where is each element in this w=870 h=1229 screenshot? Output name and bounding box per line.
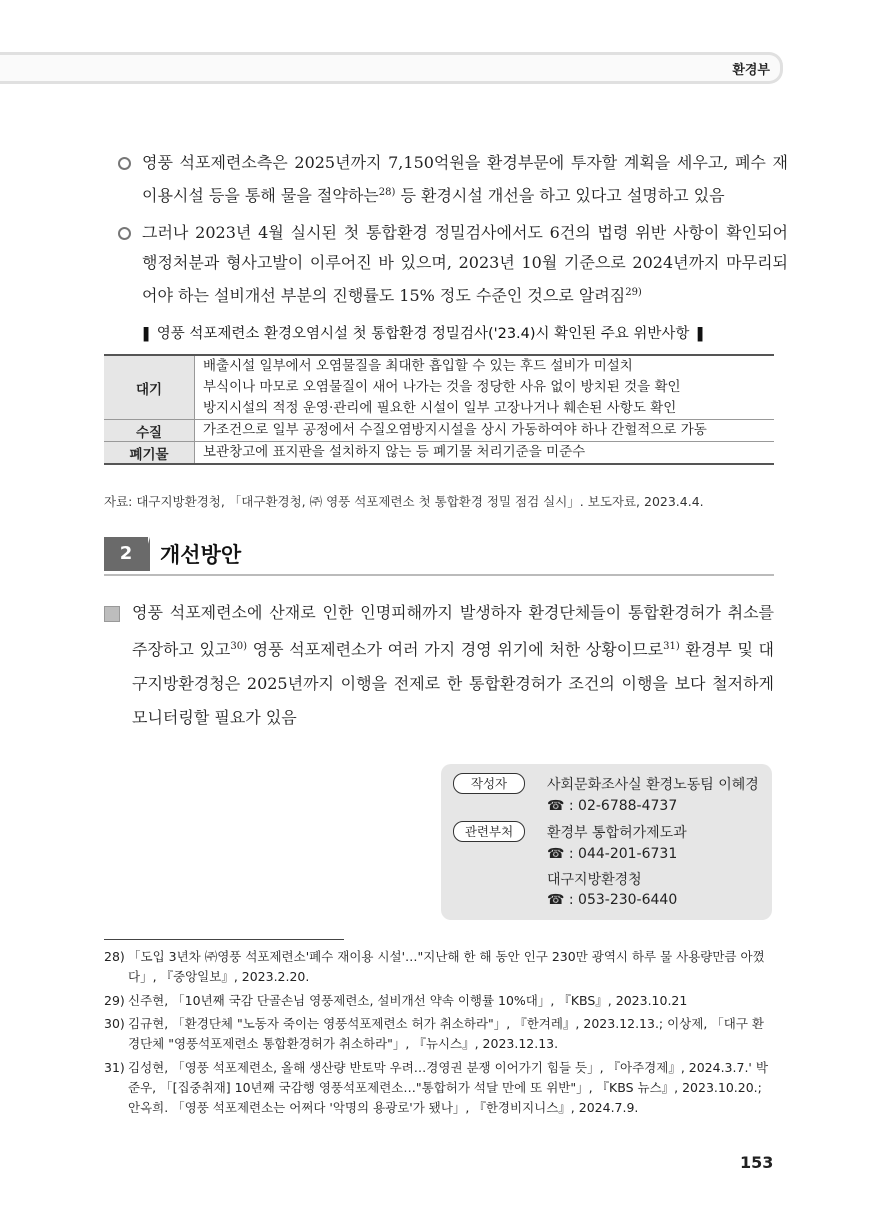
row-header: 수질 bbox=[104, 420, 195, 442]
bullet-text: 영풍 석포제련소측은 2025년까지 7,150억원을 환경부문에 투자할 계획을 세우고, 폐수 재이용시설 등을 통해 물을 절약하는$^{28)}$ 등 환경시설 개선을 하고 있다고 설명하고 있음 bbox=[142, 153, 788, 205]
section-number: 2 bbox=[104, 537, 148, 571]
bullet-text: 그러나 2023년 4월 실시된 첫 통합환경 정밀검사에서도 6건의 법령 위반 사항이 확인되어 행정처분과 형사고발이 이루어진 바 있으며, 2023년 10월 기준으로 2024년까지 마무리되어야 하는 설비개선 부분의 진행률도 15% 정도 수준인 것으로 알려짐$^{29)}$ bbox=[142, 223, 788, 305]
square-bullet-icon bbox=[104, 606, 120, 622]
main-paragraph: 영풍 석포제련소에 산재로 인한 인명피해까지 발생하자 환경단체들이 통합환경허가 취소를 주장하고 있고$^{30)}$ 영풍 석포제련소가 여러 가지 경영 위기에 처한 상황이므로$^{31)}$ 환경부 및 대구지방환경청은 2025년까지 이행을 전제로 한 통합환경허가 조건의 이행을 보다 철저하게 모니터링할 필요가 있음 bbox=[132, 603, 774, 727]
footnote-divider bbox=[104, 939, 344, 940]
department-label: 환경부 bbox=[732, 63, 770, 78]
row-content: 배출시설 일부에서 오염물질을 최대한 흡입할 수 있는 후드 설비가 미설치 부식이나 마모로 오염물질이 새어 나가는 것을 정당한 사유 없이 방치된 것을 확인 방지시설의 적정 운영·관리에 필요한 시설이 일부 고장나거나 훼손된 사항도 확인 bbox=[195, 355, 775, 420]
table-row bbox=[104, 420, 774, 442]
dept1-phone: ☎ : 044-201-6731 bbox=[547, 846, 678, 862]
section-title: 개선방안 bbox=[160, 543, 242, 567]
section-slash-shape bbox=[140, 537, 150, 571]
circle-bullet-icon bbox=[118, 227, 131, 240]
author-label: 작성자 bbox=[453, 773, 525, 794]
footnote-ref[interactable]: 31) bbox=[663, 641, 680, 652]
row-header: 대기 bbox=[104, 355, 195, 420]
dept2-phone: ☎ : 053-230-6440 bbox=[547, 892, 678, 908]
section-divider bbox=[104, 574, 774, 576]
footnote-ref[interactable]: 28) bbox=[378, 187, 396, 198]
circle-bullet-icon bbox=[118, 157, 131, 170]
row-header: 폐기물 bbox=[104, 442, 195, 465]
row-content: 보관창고에 표지판을 설치하지 않는 등 폐기물 처리기준을 미준수 bbox=[195, 442, 775, 465]
table-source: 자료: 대구지방환경청, 「대구환경청, ㈜ 영풍 석포제련소 첫 통합환경 정밀 점검 실시」. 보도자료, 2023.4.4. bbox=[104, 494, 704, 509]
contact-box bbox=[441, 764, 772, 920]
dept1-name: 환경부 통합허가제도과 bbox=[547, 825, 687, 841]
author-name: 사회문화조사실 환경노동팀 이혜경 bbox=[547, 777, 759, 793]
dept-label: 관련부처 bbox=[453, 821, 525, 842]
dept2-name: 대구지방환경청 bbox=[547, 872, 642, 888]
row-content: 가조건으로 일부 공정에서 수질오염방지시설을 상시 가동하여야 하나 간헐적으로 가동 bbox=[195, 420, 775, 442]
table-row bbox=[104, 442, 774, 465]
violations-table bbox=[104, 354, 774, 465]
author-phone: ☎ : 02-6788-4737 bbox=[547, 798, 678, 814]
footnote-ref[interactable]: 29) bbox=[625, 287, 642, 298]
table-row bbox=[104, 355, 774, 420]
footnote-ref[interactable]: 30) bbox=[230, 641, 248, 652]
page-number: 153 bbox=[740, 1153, 774, 1172]
table-title: ❚ 영풍 석포제련소 환경오염시설 첫 통합환경 정밀검사('23.4)시 확인된 주요 위반사항 ❚ bbox=[140, 326, 707, 342]
header-bar bbox=[0, 52, 783, 84]
